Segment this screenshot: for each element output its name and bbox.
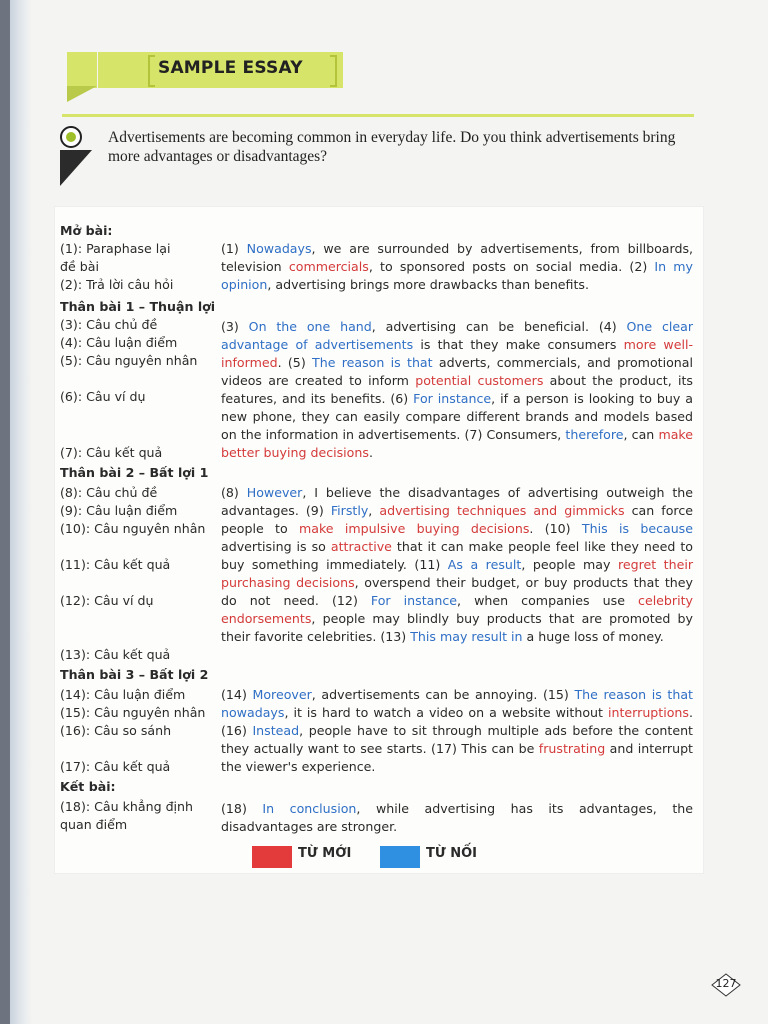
structure-label: (12): Câu ví dụ (60, 593, 154, 608)
structure-label: (10): Câu nguyên nhân (60, 521, 206, 536)
essay-paragraph (221, 686, 693, 776)
text-segment: a huge loss of money. (522, 629, 664, 644)
new-word: commercials (288, 259, 369, 274)
text-segment: , advertising brings more drawbacks than benefits. (267, 277, 589, 292)
text-segment: . (10) (529, 521, 582, 536)
linking-words-legend: TỪ NỐI (426, 846, 478, 861)
text-segment: , to sponsored posts on social media. (2) (368, 259, 655, 274)
new-word: potential customers (415, 373, 544, 388)
corner-triangle-icon (60, 150, 92, 186)
linking-word: Instead (252, 723, 300, 738)
essay-paragraph (221, 800, 693, 836)
linking-word: For instance (370, 593, 458, 608)
new-word: interruptions (608, 705, 689, 720)
new-word: celebrity endorsements (221, 593, 693, 626)
text-segment: , it is hard to watch a video on a website without (284, 705, 609, 720)
essay-question: Advertisements are becoming common in everyday life. Do you think advertisements bring more advantages or disadvantages? (108, 129, 676, 165)
structure-label: (6): Câu ví dụ (60, 389, 146, 404)
linking-word: The reason is that (312, 355, 433, 370)
structure-label: quan điểm (60, 817, 128, 832)
section-heading: Thân bài 3 – Bất lợi 2 (60, 667, 209, 682)
linking-word: This is because (581, 521, 693, 536)
text-segment: . (368, 445, 373, 460)
text-segment: (1) (221, 241, 247, 256)
text-segment: (3) (221, 319, 249, 334)
text-segment: and interrupt the viewer's experience. (221, 741, 693, 774)
new-word: attractive (330, 539, 392, 554)
essay-paragraph (221, 318, 693, 462)
new-word: more well-informed (221, 337, 694, 370)
text-segment: , advertisements can be annoying. (15) (311, 687, 575, 702)
section-heading: Thân bài 1 – Thuận lợi (60, 299, 216, 314)
structure-label: (1): Paraphase lại (60, 241, 171, 256)
text-segment: (18) (221, 801, 263, 816)
text-segment: . (16) (221, 705, 693, 738)
text-segment: adverts, commercials, and promotional videos are created to inform (221, 355, 693, 388)
linking-word: In my opinion (221, 259, 694, 292)
book-spine-shadow (10, 0, 32, 1024)
structure-label: (2): Trả lời câu hỏi (60, 277, 174, 292)
linking-word: This may result in (410, 629, 523, 644)
new-word: frustrating (538, 741, 606, 756)
new-word: make better buying decisions (221, 427, 694, 460)
text-segment: is that they make consumers (413, 337, 624, 352)
linking-word: For instance (413, 391, 492, 406)
new-word: advertising techniques and gimmicks (379, 503, 625, 518)
structure-label: (4): Câu luận điểm (60, 335, 178, 350)
structure-label: (5): Câu nguyên nhân (60, 353, 198, 368)
page-number-badge (711, 973, 741, 997)
structure-label: (14): Câu luận điểm (60, 687, 186, 702)
structure-label: (7): Câu kết quả (60, 445, 163, 460)
text-segment: , people may (521, 557, 618, 572)
text-segment: , can (623, 427, 659, 442)
text-segment: , we are surrounded by advertisements, from billboards, television (221, 241, 694, 274)
text-segment: , people have to sit through multiple ads before the content they actually want to see starts. (17) This can be (221, 723, 693, 756)
page-number: 127 (715, 977, 737, 990)
linking-word: In conclusion (262, 801, 357, 816)
text-segment: , if a person is looking to buy a new phone, they can easily compare different brands and models based on the information in advertisements. (7) Consumers, (221, 391, 693, 442)
header-fold (67, 86, 97, 102)
structure-label: đề bài (60, 259, 99, 274)
linking-word: However (246, 485, 303, 500)
new-word: make impulsive buying decisions (298, 521, 530, 536)
title-bracket-left (148, 55, 155, 87)
structure-label: (17): Câu kết quả (60, 759, 171, 774)
text-segment: , I believe the disadvantages of advertising outweigh the advantages. (9) (221, 485, 694, 518)
section-heading: Mở bài: (60, 223, 113, 238)
structure-label: (15): Câu nguyên nhân (60, 705, 206, 720)
header-band (67, 52, 97, 88)
text-segment: , overspend their budget, or buy products that they do not need. (12) (221, 575, 693, 608)
text-segment: (8) (221, 485, 247, 500)
text-segment: advertising is so (221, 539, 331, 554)
text-segment: can force people to (221, 503, 693, 536)
text-segment: . (5) (277, 355, 313, 370)
new-words-legend: TỪ MỚI (298, 846, 352, 861)
text-segment: , (368, 503, 380, 518)
section-heading: Thân bài 2 – Bất lợi 1 (60, 465, 209, 480)
linking-word: therefore (565, 427, 624, 442)
structure-label: (3): Câu chủ đề (60, 317, 158, 332)
structure-label: (11): Câu kết quả (60, 557, 171, 572)
text-segment: , while advertising has its advantages, the disadvantages are stronger. (221, 801, 693, 834)
title-bracket-right (330, 55, 337, 87)
divider-rule (62, 114, 694, 117)
linking-word: The reason is that nowadays (221, 687, 693, 720)
structure-label: (8): Câu chủ đề (60, 485, 158, 500)
linking-word: Moreover (252, 687, 312, 702)
new-words-swatch (252, 846, 292, 868)
essay-paragraph (221, 484, 693, 646)
structure-label: (13): Câu kết quả (60, 647, 171, 662)
essay-paragraph (221, 240, 693, 294)
text-segment: about the product, its features, and its benefits. (6) (221, 373, 693, 406)
structure-label: (9): Câu luận điểm (60, 503, 178, 518)
text-segment: , when companies use (457, 593, 639, 608)
text-segment: (14) (221, 687, 253, 702)
linking-word: As a result (447, 557, 522, 572)
linking-word: One clear advantage of advertisements (221, 319, 694, 352)
linking-word: Firstly (330, 503, 369, 518)
section-title: SAMPLE ESSAY (158, 58, 303, 78)
linking-words-swatch (380, 846, 420, 868)
linking-word: Nowadays (246, 241, 312, 256)
text-segment: , people may blindly buy products that are promoted by their favorite celebrities. (13) (221, 611, 693, 644)
linking-word: On the one hand (248, 319, 372, 334)
text-segment: that it can make people feel like they need to buy something immediately. (11) (221, 539, 694, 572)
target-icon (60, 126, 82, 148)
structure-label: (16): Câu so sánh (60, 723, 172, 738)
section-heading: Kết bài: (60, 779, 116, 794)
text-segment: , advertising can be beneficial. (4) (371, 319, 627, 334)
structure-label: (18): Câu khẳng định (60, 799, 194, 814)
new-word: regret their purchasing decisions (221, 557, 694, 590)
